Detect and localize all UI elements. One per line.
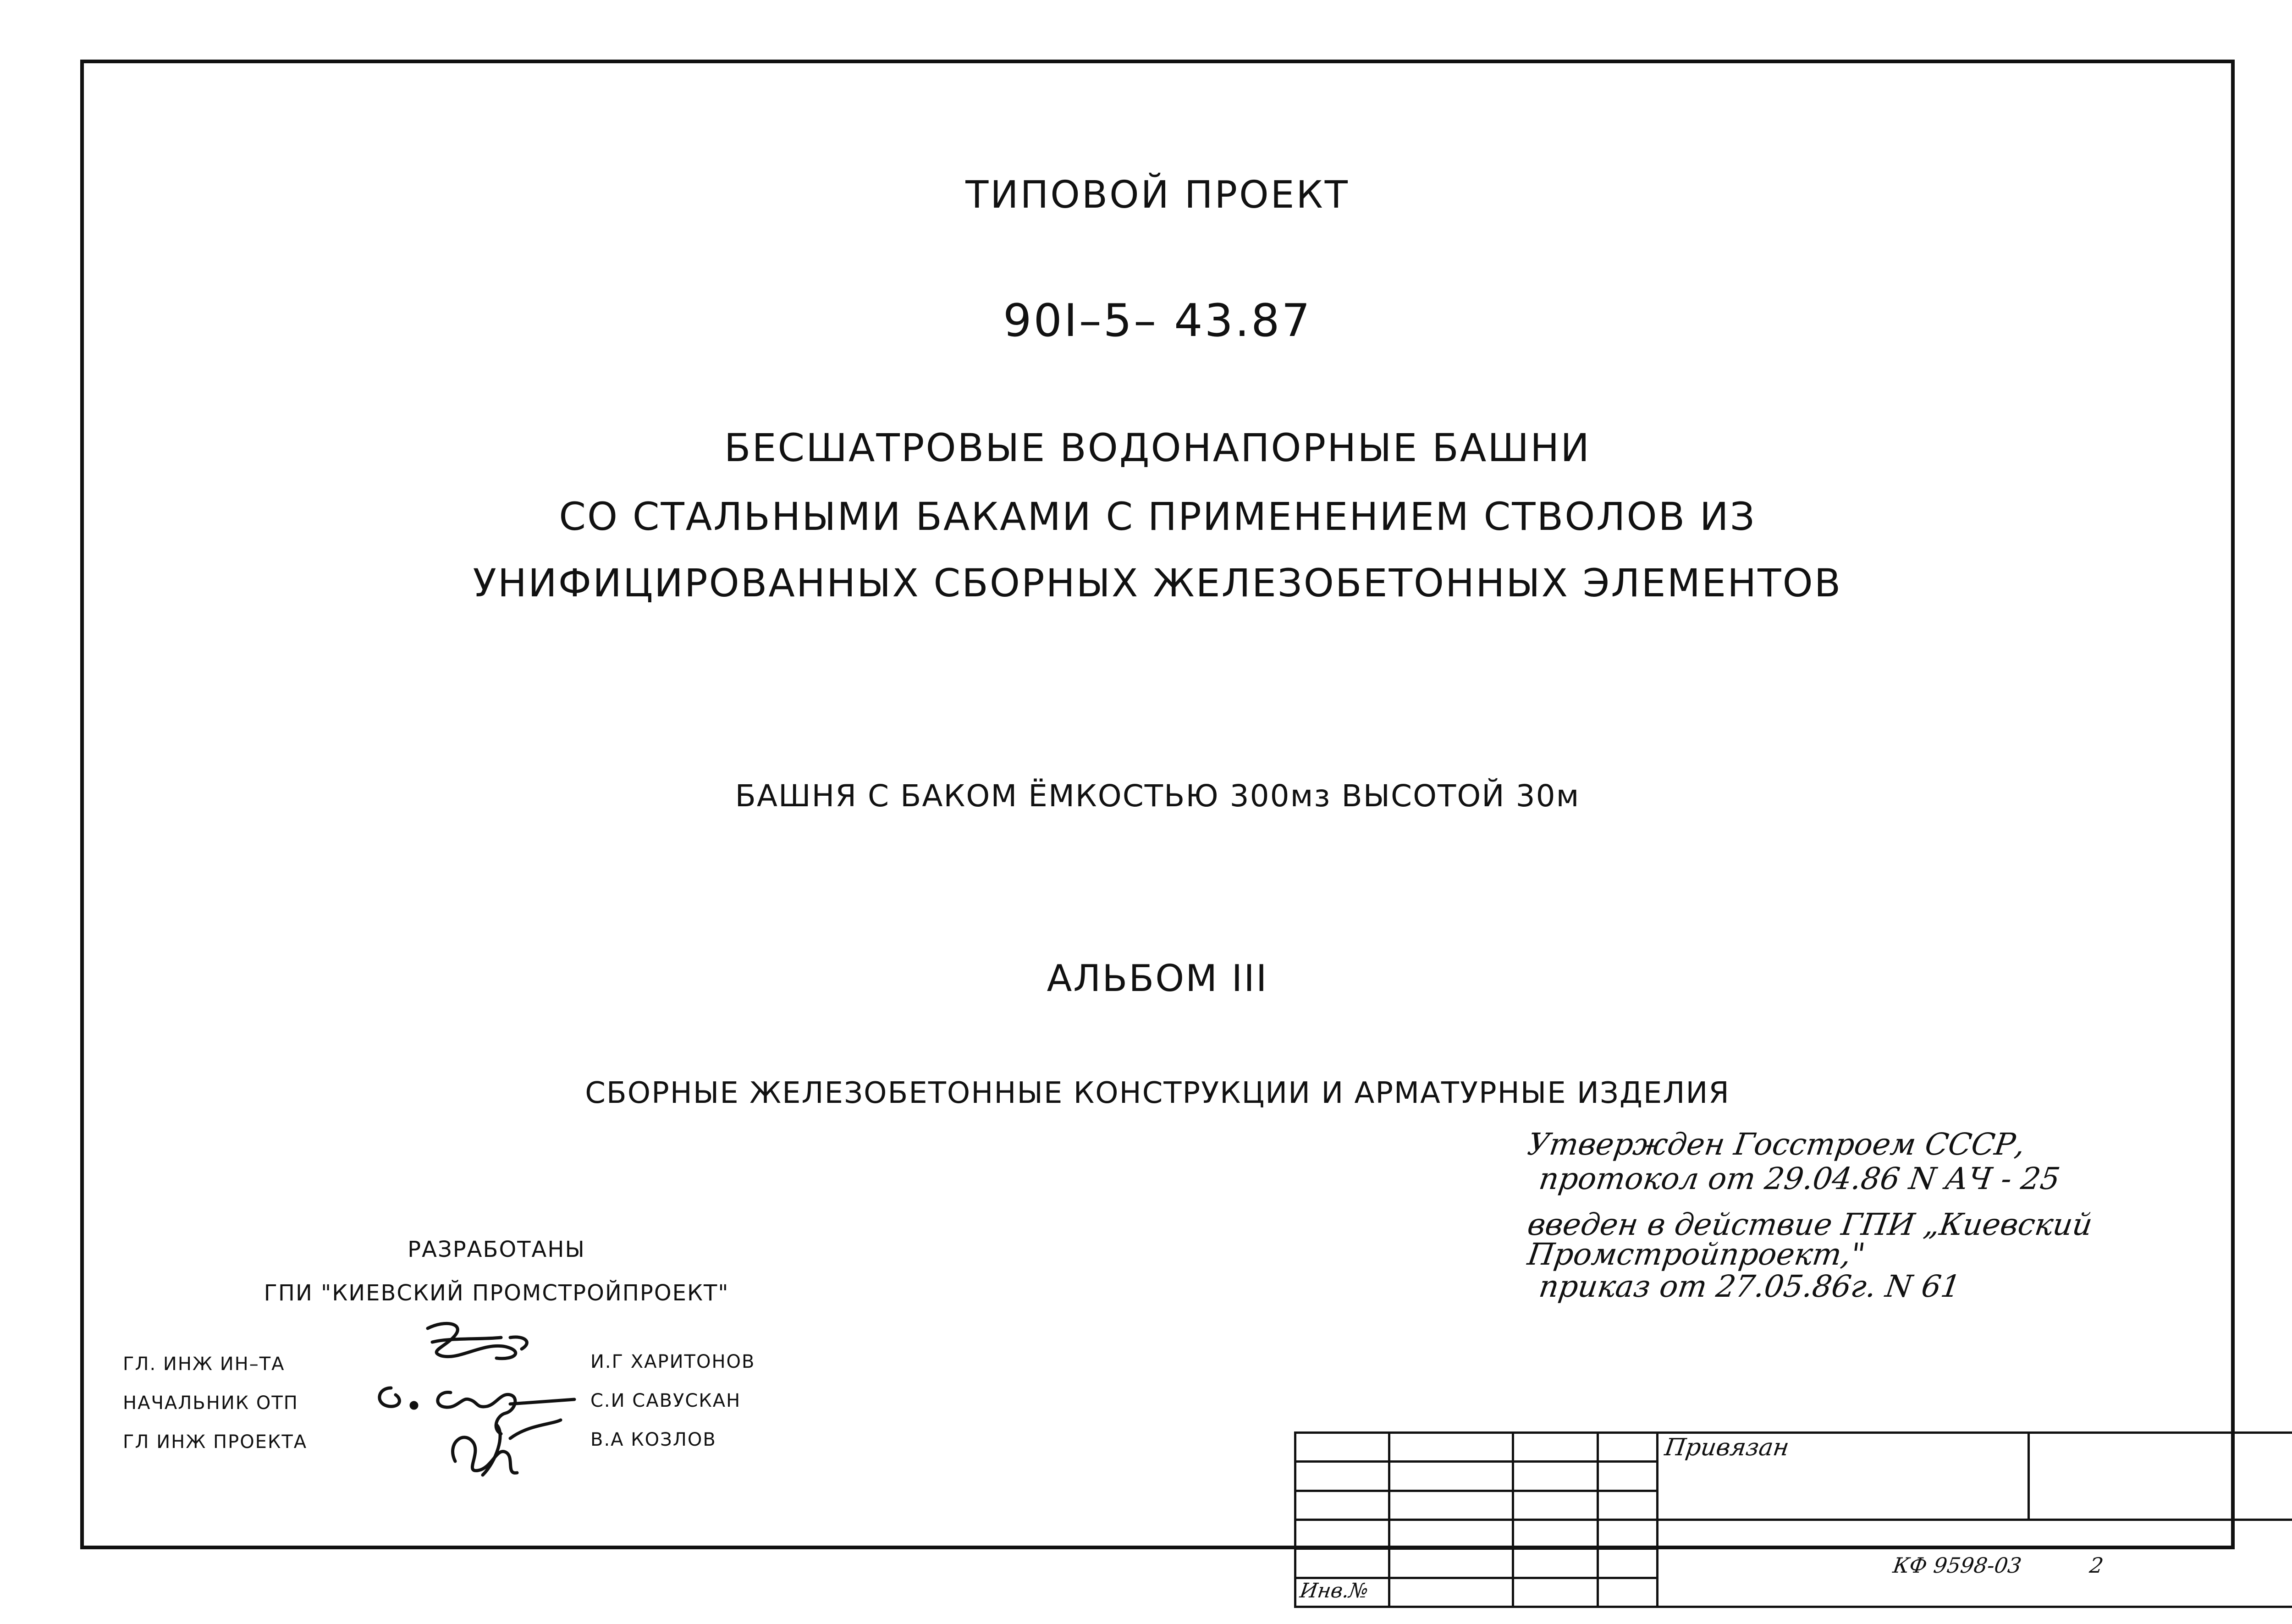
stamp-cell [1389, 1433, 1513, 1462]
stamp-cell [1513, 1578, 1598, 1607]
document-type-title: ТИПОВОЙ ПРОЕКТ [965, 173, 1350, 217]
approval-line-5: приказ от 27.05.86г. N 61 [1537, 1269, 1963, 1304]
stamp-cell [1295, 1491, 1389, 1519]
stamp-cell [2029, 1433, 2292, 1520]
subject-line-2: СО СТАЛЬНЫМИ БАКАМИ С ПРИМЕНЕНИЕМ СТВОЛОВ ИЗ [559, 494, 1756, 539]
stamp-cell [1389, 1519, 1513, 1548]
signatory-name-1: И.Г ХАРИТОНОВ [590, 1351, 755, 1372]
developer-label: РАЗРАБОТАНЫ [408, 1237, 585, 1262]
developer-org: ГПИ "КИЕВСКИЙ ПРОМСТРОЙПРОЕКТ" [264, 1280, 729, 1306]
signatory-role-2: НАЧАЛЬНИК ОТП [123, 1393, 298, 1414]
stamp-cell [1295, 1549, 1389, 1578]
stamp-cell [1389, 1578, 1513, 1607]
tied-cell [1658, 1433, 2029, 1520]
sheet-number: 2 [2088, 1553, 2105, 1578]
stamp-cell [1513, 1519, 1598, 1548]
album-subject: СБОРНЫЕ ЖЕЛЕЗОБЕТОННЫЕ КОНСТРУКЦИИ И АРМАТУРНЫЕ ИЗДЕЛИЯ [585, 1076, 1730, 1110]
signatory-name-3: В.А КОЗЛОВ [590, 1429, 716, 1450]
tied-label: Привязан [1663, 1434, 1791, 1461]
stamp-cell [1389, 1462, 1513, 1491]
stamp-cell [1598, 1549, 1658, 1578]
inv-label: Инв.№ [1298, 1579, 1370, 1602]
sheet-footer [1891, 1553, 2105, 1578]
document-code: КФ 9598-03 [1891, 1553, 2023, 1578]
album-number: АЛЬБОМ III [1047, 957, 1268, 1000]
signatory-role-3: ГЛ ИНЖ ПРОЕКТА [123, 1431, 308, 1453]
stamp-cell [1513, 1462, 1598, 1491]
signatory-name-2: С.И САВУСКАН [590, 1390, 741, 1411]
stamp-cell [1513, 1549, 1598, 1578]
approval-line-4: Промстройпроект," [1525, 1237, 1868, 1272]
stamp-cell [1513, 1433, 1598, 1462]
approval-line-1: Утвержден Госстроем СССР, [1525, 1127, 2028, 1162]
approval-line-3: введен в действие ГПИ „Киевский [1525, 1207, 2095, 1242]
stamp-cell [1295, 1462, 1389, 1491]
approval-line-2: протокол от 29.04.86 N АЧ - 25 [1537, 1161, 2062, 1196]
tower-description: БАШНЯ С БАКОМ ЁМКОСТЬЮ 300мз ВЫСОТОЙ 30м [735, 778, 1580, 814]
stamp-cell [1295, 1433, 1389, 1462]
signatory-role-1: ГЛ. ИНЖ ИН–ТА [123, 1354, 285, 1375]
stamp-cell [1598, 1519, 1658, 1548]
stamp-cell [1598, 1462, 1658, 1491]
signature-scribbles [359, 1310, 597, 1503]
stamp-cell [1513, 1491, 1598, 1519]
subject-line-3: УНИФИЦИРОВАННЫХ СБОРНЫХ ЖЕЛЕЗОБЕТОННЫХ ЭЛЕМЕНТОВ [473, 561, 1842, 606]
inv-cell [1295, 1578, 1389, 1607]
stamp-cell [1389, 1491, 1513, 1519]
subject-line-1: БЕСШАТРОВЫЕ ВОДОНАПОРНЫЕ БАШНИ [724, 425, 1591, 470]
stamp-cell [1598, 1491, 1658, 1519]
stamp-cell [1598, 1433, 1658, 1462]
project-number: 90I–5– 43.87 [1003, 295, 1312, 347]
stamp-cell [1598, 1578, 1658, 1607]
stamp-cell [1389, 1549, 1513, 1578]
stamp-cell [1295, 1519, 1389, 1548]
title-block-stamp [1294, 1431, 2292, 1608]
